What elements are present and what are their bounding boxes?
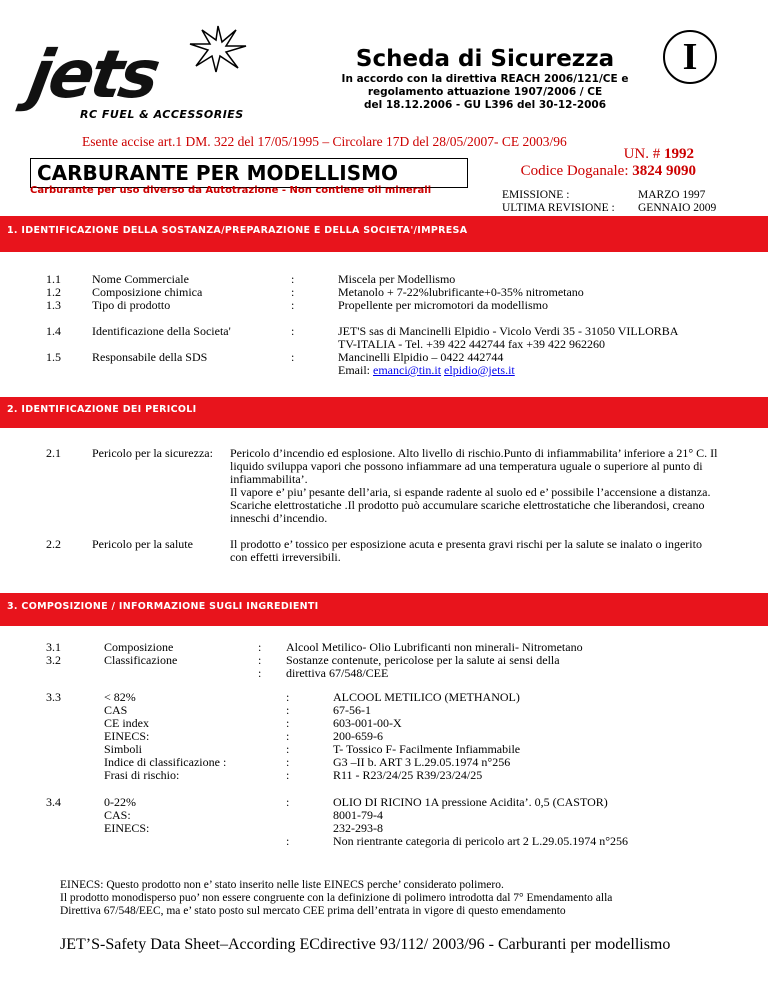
row-value: 8001-79-4 [333,808,383,822]
issue-labels [502,189,615,215]
row-num: 2.1 [46,446,61,460]
row-values [286,641,583,680]
row-num: 2.2 [46,537,61,551]
revision-label: ULTIMA REVISIONE : [502,202,615,214]
row-num: 3.3 [46,690,61,704]
einecs-note [60,879,760,918]
row-nums [46,641,61,667]
row-value: OLIO DI RICINO 1A pressione Acidita’. 0,5 (CASTOR) [333,795,608,809]
product-title-box [30,158,468,188]
text-line: Il prodotto e’ tossico per esposizione acuta e presenta gravi rischi per la salute se inalato o ingerito [230,537,702,551]
email-link-2[interactable]: elpidio@jets.it [444,363,515,377]
logo-wordmark: jets [23,36,164,113]
row-num: 1.1 [46,272,61,286]
section-2-heading: 2. IDENTIFICAZIONE DEI PERICOLI [7,404,197,415]
row-num: 3.1 [46,640,61,654]
row-label: Composizione [104,640,174,654]
row-colon: : [286,690,290,704]
row-value: Miscela per Modellismo [338,272,456,286]
product-title: CARBURANTE PER MODELLISMO [37,161,399,185]
country-badge: I [663,30,717,84]
note-line: Direttiva 67/548/EEC, ma e’ stato posto sul mercato CEE prima dell’entrata in vigore di questo emendamento [60,905,566,917]
row-value: Sostanze contenute, pericolose per la salute ai sensi della [286,653,560,667]
row-label: Indice di classificazione : [104,755,227,769]
subtitle-line: regolamento attuazione 1907/2006 / CE [367,86,603,98]
row-colon: : [286,768,290,782]
health-text [230,538,750,564]
row-value: Mancinelli Elpidio – 0422 442744 [338,350,504,364]
row-colon: : [291,350,295,364]
row-value: R11 - R23/24/25 R39/23/24/25 [333,768,483,782]
row-num: 1.3 [46,298,61,312]
customs-code [488,163,696,180]
row-num: 1.5 [46,350,61,364]
row-label: 0-22% [104,795,136,809]
row-value: 200-659-6 [333,729,383,743]
row-colons [286,691,289,782]
row-label: Frasi di rischio: [104,768,180,782]
row-colon: : [286,716,290,730]
section-3-header [0,593,768,626]
row-label: < 82% [104,690,136,704]
row-colon: : [286,703,290,717]
section-1-header [0,216,768,252]
row-colon: : [286,795,290,809]
section-3-heading: 3. COMPOSIZIONE / INFORMAZIONE SUGLI INGREDIENTI [7,601,319,612]
row-label: Nome Commerciale [92,272,189,286]
revision-value: GENNAIO 2009 [638,202,717,214]
product-subtitle: Carburante per uso diverso da Autotrazione - Non contiene oli minerali [30,185,432,196]
row-labels [104,691,226,782]
text-line: infiammabilita’. [230,472,308,486]
row-value: 232-293-8 [333,821,383,835]
document-subtitle [300,73,670,112]
row-label: CE index [104,716,149,730]
row-label: Tipo di prodotto [92,298,171,312]
text-line: Scariche elettrostatiche .Il prodotto può accumulare scariche elettrostatiche che liberandosi, creano [230,498,705,512]
text-line: Pericolo d’incendio ed esplosione. Alto livello di rischio.Punto di infiammabilita’ inferiore a 21° C. Il [230,446,718,460]
subtitle-line: In accordo con la direttiva REACH 2006/121/CE e [341,73,629,85]
row-value: Propellente per micromotori da modellismo [338,298,548,312]
un-label: UN. # [623,146,664,162]
starburst-icon [188,24,248,74]
row-value: ALCOOL METILICO (METHANOL) [333,690,520,704]
row-label: Classificazione [104,653,178,667]
row-label: EINECS: [104,729,150,743]
issue-values [638,189,716,215]
row-label: Identificazione della Societa' [92,324,231,338]
customs-value: 3824 9090 [632,163,696,179]
row-colon: : [291,285,295,299]
row-value: 603-001-00-X [333,716,402,730]
row-labels [104,641,177,667]
subtitle-line: del 18.12.2006 - GU L396 del 30-12-2006 [363,99,607,111]
email-link-1[interactable]: emanci@tin.it [373,363,442,377]
row-value: 67-56-1 [333,703,371,717]
row-label: Pericolo per la sicurezza: [92,446,213,460]
note-line: EINECS: Questo prodotto non e’ stato inserito nelle liste EINECS perche’ considerato polimero. [60,879,504,891]
row-colon: : [286,755,290,769]
row-colon: : [291,272,295,286]
customs-label: Codice Doganale: [520,163,633,179]
row-value: G3 –II b. ART 3 L.29.05.1974 n°256 [333,755,511,769]
row-label: Composizione chimica [92,285,203,299]
section-2-header [0,397,768,428]
row-label: Responsabile della SDS [92,350,208,364]
un-number [560,146,694,163]
row-colon: : [258,653,262,667]
row-colons [258,641,261,680]
page-footer: JET’S-Safety Data Sheet–According ECdirective 93/112/ 2003/96 - Carburanti per modellismo [60,936,671,953]
note-line: Il prodotto monodisperso puo’ non essere congruente con la definizione di polimero introdotta dal 7° Emendamento alla [60,892,613,904]
row-colon: : [258,666,262,680]
row-colon: : [258,640,262,654]
document-title: Scheda di Sicurezza [355,46,615,72]
row-labels [104,796,149,835]
row-colon: : [291,324,295,338]
row-label: EINECS: [104,821,150,835]
row-value: Non rientrante categoria di pericolo art 2 L.29.05.1974 n°256 [333,834,629,848]
section-1-heading: 1. IDENTIFICAZIONE DELLA SOSTANZA/PREPARAZIONE E DELLA SOCIETA'/IMPRESA [7,225,468,236]
logo-tagline: RC FUEL & ACCESSORIES [80,108,244,121]
text-line: con effetti irreversibili. [230,550,341,564]
row-colon: : [286,742,290,756]
row-values [333,796,628,848]
excise-note: Esente accise art.1 DM. 322 del 17/05/1995 – Circolare 17D del 28/05/2007- CE 2003/96 [82,134,567,149]
row-label: CAS [104,703,128,717]
row-value: direttiva 67/548/CEE [286,666,389,680]
row-value: TV-ITALIA - Tel. +39 422 442744 fax +39 422 962260 [338,337,606,351]
row-value: Alcool Metilico- Olio Lubrificanti non minerali- Nitrometano [286,640,583,654]
row-num: 3.4 [46,795,61,809]
row-num: 3.2 [46,653,61,667]
row-num: 1.2 [46,285,61,299]
row-label: Pericolo per la salute [92,537,193,551]
text-line: liquido sviluppa vapori che possono infiammare ad una temperatura uguale o superiore al punto di [230,459,703,473]
email-line [338,364,515,377]
text-line: Il vapore e’ piu’ pesante dell’aria, si espande radente al suolo ed e’ possibile l’accensione a distanza. [230,485,711,499]
emission-label: EMISSIONE : [502,189,570,201]
row-value: Metanolo + 7-22%lubrificante+0-35% nitrometano [338,285,584,299]
row-label: Simboli [104,742,143,756]
row-values [333,691,520,782]
row-colon: : [286,729,290,743]
row-value: JET'S sas di Mancinelli Elpidio - Vicolo Verdi 35 - 31050 VILLORBA [338,324,679,338]
emission-value: MARZO 1997 [638,189,706,201]
text-line: inneschi d’incendio. [230,511,328,525]
row-value: T- Tossico F- Facilmente Infiammabile [333,742,521,756]
email-label: Email: [338,363,373,377]
jets-logo [18,24,328,124]
hazard-text [230,447,750,525]
row-colon: : [291,298,295,312]
row-num: 1.4 [46,324,61,338]
un-value: 1992 [664,146,694,162]
row-colon: : [286,834,290,848]
row-label: CAS: [104,808,131,822]
